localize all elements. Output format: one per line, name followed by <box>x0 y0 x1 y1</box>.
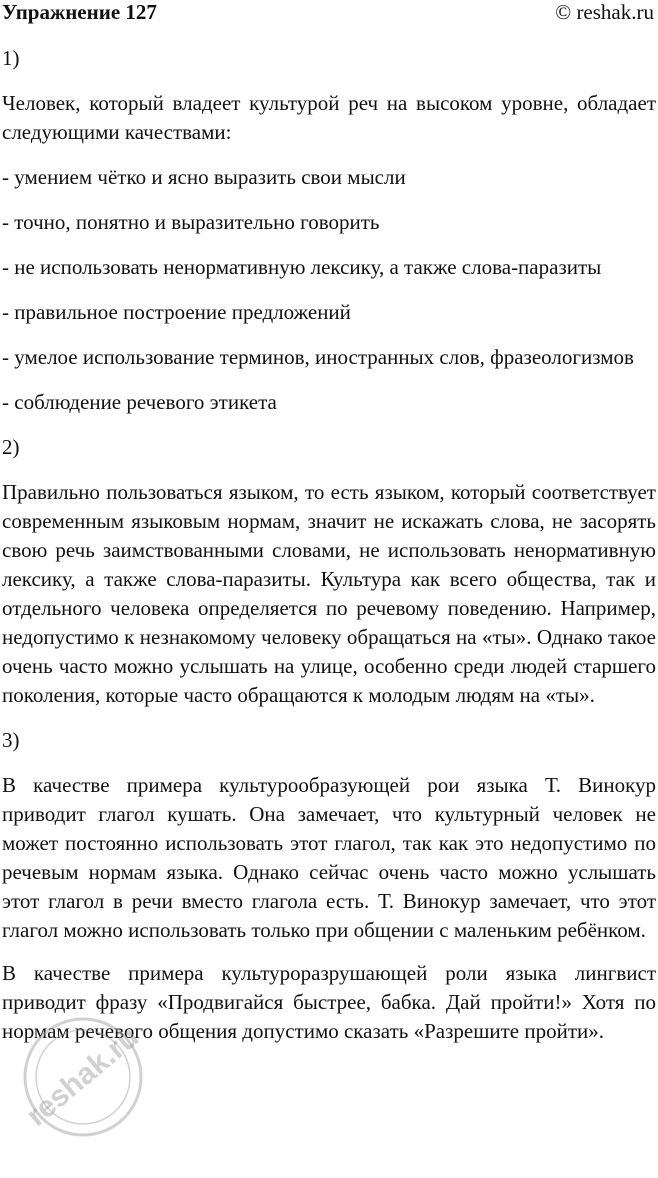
section-1-item-2: - точно, понятно и выразительно говорить <box>2 210 380 234</box>
exercise-title: Упражнение 127 <box>2 0 157 24</box>
section-3-paragraph-1: В качестве примера культурообразующей рои языка Т. Винокур приводит глагол кушать. Она замечает, что культурный человек не может постоянно использовать этот глагол, так как это недопустимо по речевым нормам языка. Однако сейчас очень часто можно услышать этот глагол в речи вместо глагола есть. Т. Винокур замечает, что этот глагол можно использовать только при общении с маленьким ребёнком. <box>2 773 656 942</box>
copyright-label: © reshak.ru <box>555 0 654 24</box>
section-1-item-1: - умением чётко и ясно выразить свои мысли <box>2 165 406 189</box>
section-1-intro: Человек, который владеет культурой реч на высоком уровне, обладает следующими качествами: <box>2 91 656 144</box>
section-1-item-5: - умелое использование терминов, иностранных слов, фразеологизмов <box>2 345 634 369</box>
section-1-item-4: - правильное построение предложений <box>2 300 351 324</box>
section-3-paragraph-2: В качестве примера культуроразрушающей роли языка лингвист приводит фразу «Продвигайся быстрее, бабка. Дай пройти!» Хотя по нормам речевого общения допустимо сказать «Разрешите пройти». <box>2 961 656 1043</box>
section-1-item-6: - соблюдение речевого этикета <box>2 390 277 414</box>
section-1-item-3: - не использовать ненормативную лексику, а также слова-паразиты <box>2 255 602 279</box>
section-2-paragraph: Правильно пользоваться языком, то есть языком, который соответствует современным языковым нормам, значит не искажать слова, не засорять свою речь заимствованными словами, не использовать ненормативную лексику, а также слова-паразиты. Культура как всего общества, так и отдельного человека определяется по речевому поведению. Например, недопустимо к незнакомому человеку обращаться на «ты». Однако такое очень часто можно услышать на улице, особенно среди людей старшего поколения, которые часто обращаются к молодым людям на «ты». <box>2 480 656 707</box>
exercise-content <box>2 44 656 1046</box>
section-1-number: 1) <box>2 46 20 70</box>
section-3-number: 3) <box>2 728 20 752</box>
section-2-number: 2) <box>2 435 20 459</box>
watermark-text: reshak.ru <box>20 1020 146 1133</box>
page-header <box>2 0 654 24</box>
